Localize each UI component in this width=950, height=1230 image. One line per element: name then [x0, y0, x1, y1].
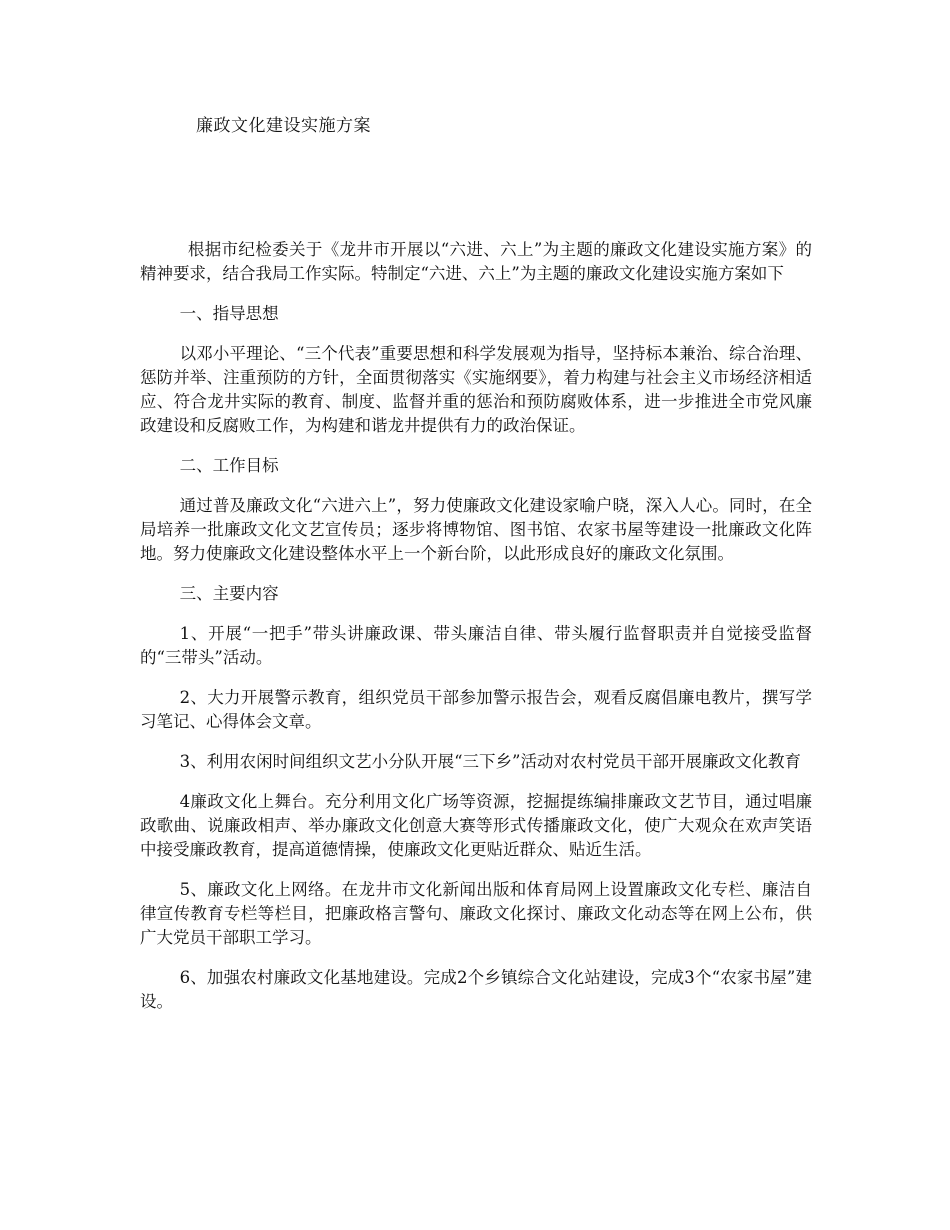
main-content-item-6: 6、加强农村廉政文化基地建设。完成2个乡镇综合文化站建设，完成3个“农家书屋”建设。 — [140, 968, 812, 1011]
main-content-item-4: 4廉政文化上舞台。充分利用文化广场等资源，挖掘提练编排廉政文艺节目，通过唱廉政歌曲、说廉政相声、举办廉政文化创意大赛等形式传播廉政文化，使广大观众在欢声笑语中接受廉政教育，提高道德情操，使廉政文化更贴近群众、贴近生活。 — [140, 792, 812, 859]
main-content-item-2: 2、大力开展警示教育，组织党员干部参加警示报告会，观看反腐倡廉电教片，撰写学习笔记、心得体会文章。 — [140, 688, 812, 731]
main-content-item-1: 1、开展“一把手”带头讲廉政课、带头廉洁自律、带头履行监督职责并自觉接受监督的“三带头”活动。 — [140, 624, 812, 667]
main-content-item-3: 3、利用农闲时间组织文艺小分队开展“三下乡”活动对农村党员干部开展廉政文化教育 — [179, 752, 801, 771]
section-heading-guiding-ideology: 一、指导思想 — [179, 304, 279, 323]
document-body — [140, 238, 812, 1030]
work-goals-paragraph: 通过普及廉政文化“六进六上”，努力使廉政文化建设家喻户晓，深入人心。同时，在全局培养一批廉政文化文艺宣传员；逐步将博物馆、图书馆、农家书屋等建设一批廉政文化阵地。努力使廉政文化建设整体水平上一个新台阶，以此形成良好的廉政文化氛围。 — [140, 496, 812, 563]
section-heading-main-content: 三、主要内容 — [179, 584, 279, 603]
guiding-ideology-paragraph: 以邓小平理论、“三个代表”重要思想和科学发展观为指导，坚持标本兼治、综合治理、惩防并举、注重预防的方针，全面贯彻落实《实施纲要》，着力构建与社会主义市场经济相适应、符合龙井实际的教育、制度、监督并重的惩治和预防腐败体系，进一步推进全市党风廉政建设和反腐败工作，为构建和谐龙井提供有力的政治保证。 — [140, 344, 812, 435]
section-heading-work-goals: 二、工作目标 — [179, 456, 279, 475]
intro-paragraph: 根据市纪检委关于《龙井市开展以“六进、六上”为主题的廉政文化建设实施方案》的精神要求，结合我局工作实际。特制定“六进、六上”为主题的廉政文化建设实施方案如下 — [140, 240, 812, 283]
document-title: 廉政文化建设实施方案 — [196, 116, 371, 136]
main-content-item-5: 5、廉政文化上网络。在龙井市文化新闻出版和体育局网上设置廉政文化专栏、廉洁自律宣传教育专栏等栏目，把廉政格言警句、廉政文化探讨、廉政文化动态等在网上公布，供广大党员干部职工学习。 — [140, 880, 812, 947]
